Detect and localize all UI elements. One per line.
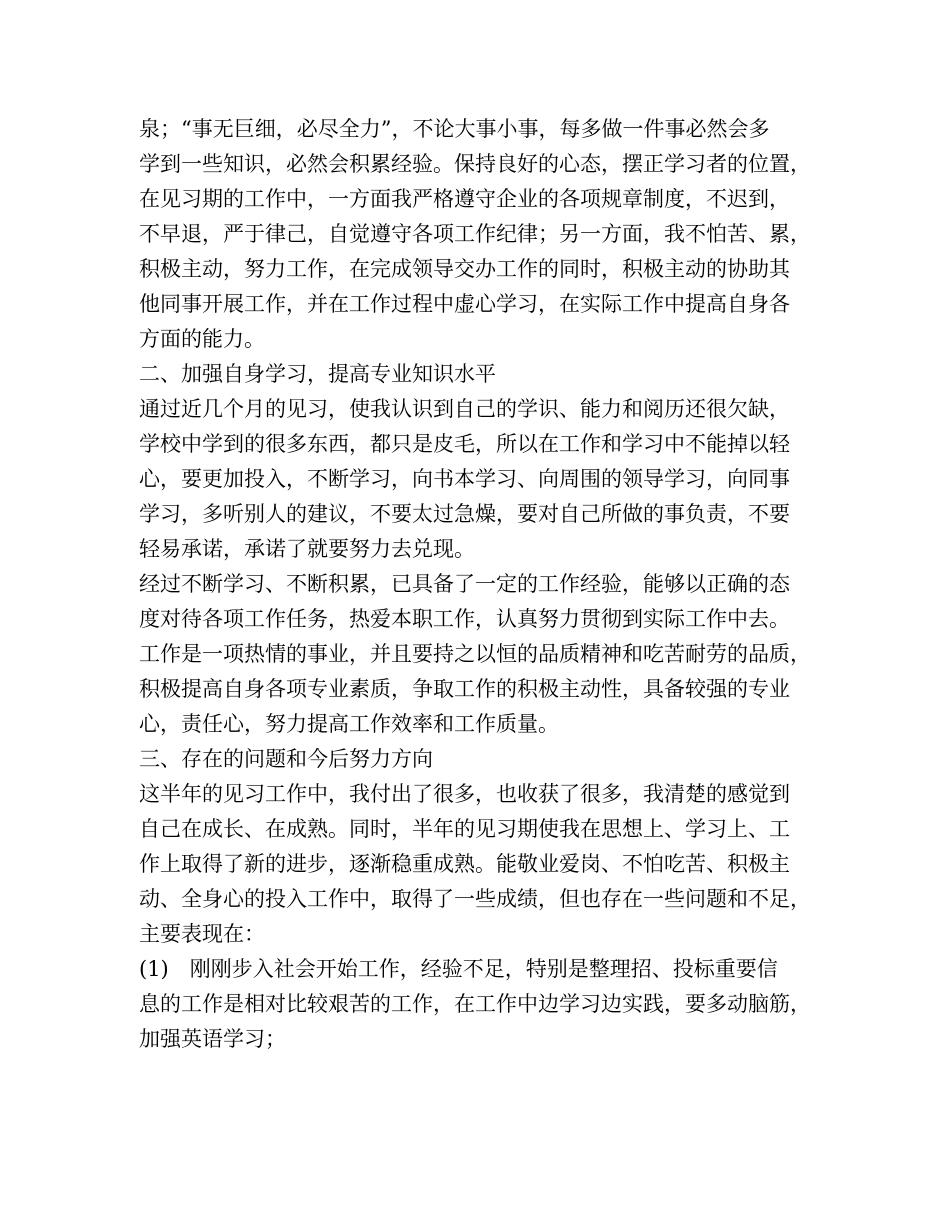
paragraph-line: 心，责任心，努力提高工作效率和工作质量。 <box>139 712 559 736</box>
document-body <box>139 112 829 1057</box>
paragraph-line: 经过不断学习、不断积累，已具备了一定的工作经验，能够以正确的态 <box>139 572 790 596</box>
paragraph-line: 轻易承诺，承诺了就要努力去兑现。 <box>139 537 475 561</box>
paragraph-line: 自己在成长、在成熟。同时，半年的见习期使我在思想上、学习上、工 <box>139 817 790 841</box>
paragraph-line: 积极提高自身各项专业素质，争取工作的积极主动性，具备较强的专业 <box>139 677 790 701</box>
list-item-line: 加强英语学习； <box>139 1027 286 1051</box>
paragraph-line: 方面的能力。 <box>139 327 265 351</box>
paragraph-line: 动、全身心的投入工作中，取得了一些成绩，但也存在一些问题和不足， <box>139 887 811 911</box>
paragraph-line: 学校中学到的很多东西，都只是皮毛，所以在工作和学习中不能掉以轻 <box>139 432 790 456</box>
section-heading: 二、加强自身学习，提高专业知识水平 <box>139 362 496 386</box>
paragraph-line: 作上取得了新的进步，逐渐稳重成熟。能敬业爱岗、不怕吃苦、积极主 <box>139 852 790 876</box>
paragraph-line: 度对待各项工作任务，热爱本职工作，认真努力贯彻到实际工作中去。 <box>139 607 790 631</box>
list-item-line: (1) 刚刚步入社会开始工作，经验不足，特别是整理招、投标重要信 <box>139 957 778 981</box>
paragraph-line: 学习，多听别人的建议，不要太过急燥，要对自己所做的事负责，不要 <box>139 502 790 526</box>
section-heading: 三、存在的问题和今后努力方向 <box>139 747 433 771</box>
paragraph-line: 他同事开展工作，并在工作过程中虚心学习，在实际工作中提高自身各 <box>139 292 790 316</box>
paragraph-line: 这半年的见习工作中，我付出了很多，也收获了很多，我清楚的感觉到 <box>139 782 790 806</box>
paragraph-line: 主要表现在： <box>139 922 265 946</box>
paragraph-line: 泉；“事无巨细，必尽全力”，不论大事小事，每多做一件事必然会多 <box>139 117 770 141</box>
paragraph-line: 积极主动，努力工作，在完成领导交办工作的同时，积极主动的协助其 <box>139 257 790 281</box>
paragraph-line: 在见习期的工作中，一方面我严格遵守企业的各项规章制度，不迟到， <box>139 187 790 211</box>
paragraph-line: 不早退，严于律己，自觉遵守各项工作纪律；另一方面，我不怕苦、累， <box>139 222 811 246</box>
paragraph-line: 通过近几个月的见习，使我认识到自己的学识、能力和阅历还很欠缺， <box>139 397 790 421</box>
paragraph-line: 心，要更加投入，不断学习，向书本学习、向周围的领导学习，向同事 <box>139 467 790 491</box>
paragraph-line: 学到一些知识，必然会积累经验。保持良好的心态，摆正学习者的位置， <box>139 152 811 176</box>
list-item-line: 息的工作是相对比较艰苦的工作，在工作中边学习边实践，要多动脑筋， <box>139 992 811 1016</box>
paragraph-line: 工作是一项热情的事业，并且要持之以恒的品质精神和吃苦耐劳的品质， <box>139 642 811 666</box>
